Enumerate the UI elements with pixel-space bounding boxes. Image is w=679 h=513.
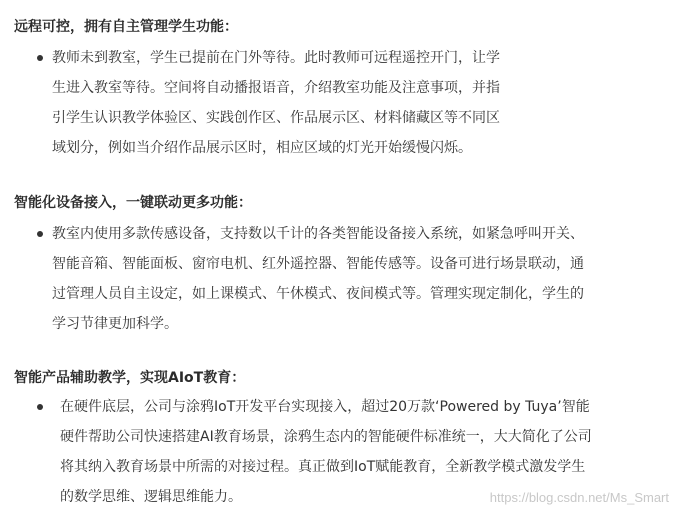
paragraph-line: 教室内使用多款传感设备，支持数以千计的各类智能设备接入系统，如紧急呼叫开关、 [52, 226, 584, 242]
paragraph-line: 教师未到教室，学生已提前在门外等待。此时教师可远程遥控开门，让学 [52, 50, 500, 66]
paragraph-line: 学习节律更加科学。 [52, 316, 178, 332]
bullet-icon [37, 404, 43, 410]
paragraph-line: 域划分，例如当介绍作品展示区时，相应区域的灯光开始缓慢闪烁。 [52, 140, 472, 156]
paragraph-line: 引学生认识教学体验区、实践创作区、作品展示区、材料储藏区等不同区 [52, 110, 500, 126]
paragraph-line: 过管理人员自主设定，如上课模式、午休模式、夜间模式等。管理实现定制化，学生的 [52, 286, 584, 302]
watermark: https://blog.csdn.net/Ms_Smart [489, 490, 669, 505]
bullet-icon [37, 55, 43, 61]
paragraph-line: 硬件帮助公司快速搭建AI教育场景，涂鸦生态内的智能硬件标准统一，大大简化了公司 [60, 429, 592, 445]
bullet-icon [37, 231, 43, 237]
paragraph-line: 在硬件底层，公司与涂鸦IoT开发平台实现接入，超过20万款‘Powered by Tuya’智能 [60, 399, 590, 415]
section-paragraph [52, 219, 672, 339]
paragraph-line: 的数学思维、逻辑思维能力。 [60, 489, 242, 505]
paragraph-line: 生进入教室等待。空间将自动播报语音，介绍教室功能及注意事项，并指 [52, 80, 500, 96]
paragraph-line: 智能音箱、智能面板、窗帘电机、红外遥控器、智能传感等。设备可进行场景联动，通 [52, 256, 584, 272]
section-heading: 智能产品辅助教学，实现AIoT教育： [14, 370, 246, 386]
section-paragraph [52, 43, 592, 163]
section-heading: 远程可控，拥有自主管理学生功能： [14, 19, 238, 35]
paragraph-line: 将其纳入教育场景中所需的对接过程。真正做到IoT赋能教育，全新教学模式激发学生 [60, 459, 586, 475]
section-heading: 智能化设备接入，一键联动更多功能： [14, 195, 252, 211]
